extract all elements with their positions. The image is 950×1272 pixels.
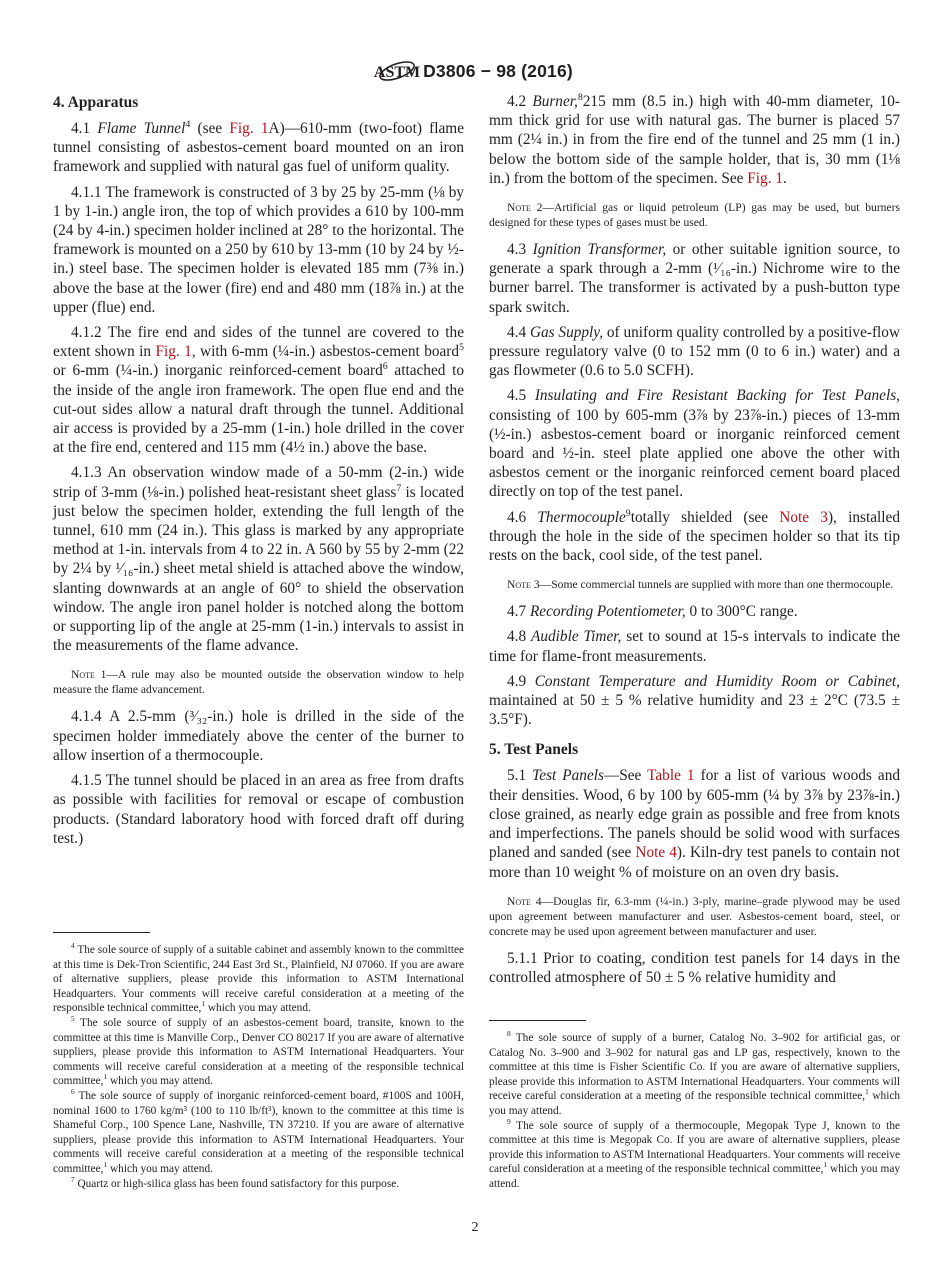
paragraph-4-7 bbox=[489, 602, 900, 621]
note-label: Note 4 bbox=[507, 894, 542, 908]
paragraph-4-1-2 bbox=[53, 323, 464, 457]
footnote-number: 8 bbox=[507, 1029, 511, 1039]
note-text: —Douglas fir, 6.3-mm (¼-in.) 3-ply, marine–grade plywood may be used upon agreement between manufacturer and user. Asbestos-cement board, steel, or concrete may be used upon agreement between manufacturer and user. bbox=[489, 894, 900, 938]
text: set to sound at 15-s intervals to indicate the time for flame-front measurements. bbox=[489, 628, 901, 665]
footnote-7 bbox=[53, 1174, 464, 1192]
footnote-number: 5 bbox=[71, 1014, 75, 1024]
note-text: —Some commercial tunnels are supplied with more than one thermocouple. bbox=[539, 578, 894, 592]
text: 215 mm (8.5 in.) high with 40-mm diameter, 10-mm thick grid for use with natural gas. The burner is placed 57 mm (2¼ in.) in from the fire end of the tunnel and 25 mm (1 in.) below the bottom side of the sample holder, that is, 30 mm (1⅛ in.) from the bottom of the specimen. See bbox=[489, 93, 900, 187]
document-id: D3806 − 98 (2016) bbox=[423, 60, 573, 81]
footnote-ref-9[interactable]: 9 bbox=[625, 507, 631, 519]
svg-text:ASTM: ASTM bbox=[373, 64, 421, 81]
footnote-text: which you may attend. bbox=[107, 1075, 213, 1088]
note-3 bbox=[489, 577, 900, 592]
footnote-text: The sole source of supply of a burner, Catalog No. 3–902 for artificial gas, or Catalog No. 3–900 and 3–902 for natural gas and LP gas, respectively, known to the committee at this time is Fisher Scientific Co. If you are aware of alternative suppliers, please provide this information to ASTM International Headquarters. Your comments will receive careful consideration at a meeting of the responsible technical committee, bbox=[489, 1032, 900, 1103]
table-1-link[interactable]: Table 1 bbox=[647, 767, 695, 785]
clause-number: 4.9 bbox=[507, 672, 535, 690]
section-title-test-panels: 5. Test Panels bbox=[489, 741, 579, 759]
footnote-ref-1: 1 bbox=[823, 1160, 828, 1170]
paragraph-4-8 bbox=[489, 627, 900, 665]
term: Recording Potentiometer, bbox=[529, 603, 686, 621]
fig-1-link[interactable]: Fig. 1 bbox=[747, 169, 783, 187]
footnote-ref-8[interactable]: 8 bbox=[577, 91, 583, 103]
footnote-ref-1: 1 bbox=[201, 999, 206, 1009]
page-header bbox=[0, 56, 950, 86]
text: is located just below the specimen holder, extending the full length of the tunnel, 610 mm (24 in.). This glass is marked by any appropriate method at 1-in. intervals from 4 to 22 in. A 560 by 55 by 2-mm (22 by 2¼ by ¹⁄₁₆-in.) sheet metal shield is attached above the window, slanting downwards at an angle of 60° to shield the observation window. The angle iron panel holder is notched along the bottom or supporting lip of the angle at 25-mm (1-in.) intervals to assist in the measurements of the flame advance. bbox=[53, 483, 464, 655]
clause-number: 5.1 bbox=[507, 767, 533, 785]
right-column bbox=[489, 91, 901, 1190]
footnote-ref-1: 1 bbox=[865, 1087, 869, 1097]
note-4-link[interactable]: Note 4 bbox=[635, 844, 677, 862]
footnote-6 bbox=[53, 1089, 464, 1177]
footnotes-left bbox=[53, 932, 464, 1191]
term: Audible Timer, bbox=[531, 628, 622, 646]
paragraph-4-4 bbox=[489, 323, 900, 381]
footnote-number: 6 bbox=[71, 1087, 75, 1097]
footnote-number: 7 bbox=[71, 1174, 75, 1184]
page-number: 2 bbox=[471, 1220, 479, 1235]
fig-1-link[interactable]: Fig. 1 bbox=[229, 120, 269, 137]
text: ), installed through the hole in the side of the specimen holder so that its tip rests on the back, cool side, of the test panel. bbox=[489, 508, 900, 565]
footnote-number: 9 bbox=[507, 1116, 511, 1126]
footnote-ref-7[interactable]: 7 bbox=[396, 482, 402, 494]
clause-number: 4.2 bbox=[507, 93, 533, 110]
footnote-ref-6[interactable]: 6 bbox=[382, 361, 388, 373]
text: A)—610-mm (two-foot) flame tunnel consisting of asbestos-cement board mounted on an iron framework and supplied with natural gas fuel of uniform quality. bbox=[53, 120, 464, 176]
text: maintained at 50 ± 5 % relative humidity and 23 ± 2°C (73.5 ± 3.5°F). bbox=[489, 692, 900, 729]
note-label: Note 2 bbox=[507, 201, 543, 215]
note-2 bbox=[489, 200, 900, 230]
paragraph-4-3 bbox=[489, 240, 900, 317]
fig-1-link[interactable]: Fig. 1 bbox=[155, 343, 192, 361]
text: 0 to 300°C range. bbox=[685, 603, 798, 621]
astm-logo-icon bbox=[373, 56, 421, 86]
note-4 bbox=[489, 894, 900, 939]
paragraph-4-1-1: 4.1.1 The framework is constructed of 3 by 25 by 25-mm (⅛ by 1 by 1-in.) angle iron, the top of which provides a 610 by 100-mm (24 by 4-in.) specimen holder inclined at 28° to the horizontal. The framework is mounted on a 250 by 610 by 13-mm (10 by 24 by ½-in.) steel base. The specimen holder is elevated 185 mm (7⅜ in.) above the base at the lower (fire) end and 480 mm (18⅞ in.) at the upper (flue) end. bbox=[53, 183, 464, 316]
note-label: Note 1 bbox=[71, 668, 107, 682]
paragraph-4-2 bbox=[489, 92, 900, 188]
paragraph-4-5 bbox=[489, 386, 900, 501]
footnote-number: 4 bbox=[71, 941, 75, 951]
paragraph-4-6 bbox=[489, 508, 900, 566]
paragraph-4-1-3 bbox=[53, 463, 464, 655]
text: or 6-mm (¼-in.) inorganic reinforced-cement board bbox=[53, 362, 383, 380]
clause-number: 4.3 bbox=[507, 241, 533, 259]
paragraph-4-1 bbox=[53, 119, 464, 177]
text: (see bbox=[190, 120, 230, 137]
paragraph-4-1-4: 4.1.4 A 2.5-mm (³⁄₃₂-in.) hole is drilled in the side of the specimen holder immediately above the center of the burner to allow insertion of a thermocouple. bbox=[53, 708, 464, 764]
term: Thermocouple bbox=[537, 508, 626, 526]
footnotes-right bbox=[489, 1020, 900, 1192]
term: Flame Tunnel bbox=[97, 120, 186, 137]
term: Burner, bbox=[532, 93, 578, 110]
footnote-ref-4[interactable]: 4 bbox=[185, 118, 191, 130]
note-text: —A rule may also be mounted outside the observation window to help measure the flame advancement. bbox=[53, 668, 465, 697]
footnote-text: The sole source of supply of a thermocouple, Megopak Type J, known to the committee at this time is Megopak Co. If you are aware of alternative suppliers, please provide this information to ASTM International Headquarters. Your comments will receive careful consideration at a meeting of the responsible technical committee, bbox=[489, 1119, 900, 1176]
text: 4.1.3 An observation window made of a 50-mm (2-in.) wide strip of 3-mm (⅛-in.) polished heat-resistant sheet glass bbox=[53, 464, 464, 501]
note-3-link[interactable]: Note 3 bbox=[779, 508, 828, 526]
footnote-text: The sole source of supply of a suitable cabinet and assembly known to the committee at this time is Dek-Tron Scientific, 244 East 3rd St., Plainfield, NJ 07060. If you are aware of alternative suppliers, please provide this information to ASTM International Headquarters. Your comments will receive careful consideration at a meeting of the responsible technical committee, bbox=[53, 944, 464, 1015]
paragraph-5-1 bbox=[489, 766, 900, 881]
note-label: Note 3 bbox=[507, 578, 540, 592]
clause-number: 4.5 bbox=[507, 387, 535, 405]
clause-number: 4.4 bbox=[507, 323, 530, 341]
clause-number: 4.6 bbox=[507, 508, 538, 526]
footnote-ref-5[interactable]: 5 bbox=[459, 342, 465, 354]
footnote-divider bbox=[53, 932, 150, 933]
text: consisting of 100 by 605-mm (3⅞ by 23⅞-in.) pieces of 13-mm (½-in.) asbestos-cement board or inorganic reinforced cement board and ½-in. steel plate applied one above the other with asbestos cement or the inorganic reinforced cement board placed directly on top of the test panel. bbox=[489, 406, 900, 501]
term: Gas Supply, bbox=[529, 323, 604, 341]
left-column bbox=[53, 92, 465, 1190]
footnote-ref-1: 1 bbox=[103, 1160, 108, 1170]
text: —See bbox=[603, 767, 648, 785]
text: 4.1.2 The fire end and sides of the tunnel are covered to the extent shown in bbox=[53, 324, 464, 361]
term: Ignition Transformer, bbox=[532, 241, 667, 259]
footnote-ref-1: 1 bbox=[103, 1072, 108, 1082]
section-title-apparatus: 4. Apparatus bbox=[53, 94, 139, 111]
paragraph-4-9 bbox=[489, 672, 900, 730]
clause-number: 4.8 bbox=[507, 628, 532, 646]
text: for a list of various woods and their densities. Wood, 6 by 100 by 605-mm (¼ by 3⅞ by 23⅞-in.) close grained, as nearly edge grain as possible and free from knots and imperfections. The panels should be solid wood with surfaces planed and sanded (see bbox=[489, 767, 900, 862]
text: of uniform quality controlled by a positive-flow pressure regulatory valve (0 to 152 mm (0 to 6 in.) water) and a gas flowmeter (0.6 to 5.0 SCFH). bbox=[489, 323, 900, 380]
footnote-text: which you may attend. bbox=[489, 1163, 900, 1190]
term: Test Panels bbox=[532, 767, 604, 785]
footnote-text: Quartz or high-silica glass has been found satisfactory for this purpose. bbox=[74, 1177, 400, 1190]
term: Constant Temperature and Humidity Room or Cabinet, bbox=[534, 672, 900, 690]
clause-number: 4.1 bbox=[71, 120, 98, 137]
footnote-text: which you may attend. bbox=[205, 1002, 311, 1015]
text: attached to the inside of the angle iron framework. The open flue end and the cut-out sides allow a natural draft through the tunnel. Additional air access is provided by a 25-mm (1-in.) hole drilled in the cover at the fire end, centered and 115 mm (4½ in.) above the base. bbox=[53, 362, 464, 457]
footnote-divider bbox=[489, 1020, 586, 1021]
text: . bbox=[783, 169, 787, 187]
footnote-5 bbox=[53, 1016, 464, 1089]
footnote-text: which you may attend. bbox=[489, 1090, 901, 1117]
note-1 bbox=[53, 667, 464, 697]
text: totally shielded (see bbox=[630, 508, 780, 526]
footnote-text: The sole source of supply of inorganic reinforced-cement board, #100S and 100H, nominal 1600 to 1760 kg/m³ (100 to 110 lb/ft³), known to the committee at this time is Shameful Corp., 100 Spence Lane, Nashville, TN 37210. If you are aware of alternative suppliers, please provide this information to ASTM International Headquarters. Your comments will receive careful consideration at a meeting of the responsible technical committee, bbox=[53, 1089, 464, 1175]
footnote-4 bbox=[53, 943, 464, 1016]
term: Insulating and Fire Resistant Backing for Test Panels, bbox=[534, 387, 900, 405]
text: , with 6-mm (¼-in.) asbestos-cement board bbox=[191, 343, 460, 361]
paragraph-5-1-1: 5.1.1 Prior to coating, condition test panels for 14 days in the controlled atmosphere of 50 ± 5 % relative humidity and bbox=[489, 949, 900, 986]
footnote-text: which you may attend. bbox=[107, 1162, 213, 1175]
footnote-text: The sole source of supply of an asbestos-cement board, transite, known to the committee at this time is Manville Corp., Denver CO 80217 If you are aware of alternative suppliers, please provide this information to ASTM International Headquarters. Your comments will receive careful consideration at a meeting of the responsible technical committee, bbox=[53, 1016, 464, 1088]
paragraph-4-1-5: 4.1.5 The tunnel should be placed in an area as free from drafts as possible with facilities for removal or escape of combustion products. (Standard laboratory hood with forced draft off during test.) bbox=[53, 772, 464, 847]
text: ). Kiln-dry test panels to contain not more than 10 weight % of moisture on an oven dry basis. bbox=[489, 844, 900, 881]
text: or other suitable ignition source, to generate a spark through a 2-mm (¹⁄₁₆-in.) Nichrome wire to the burner barrel. The transformer is activated by a push-button type spark switch. bbox=[489, 241, 901, 316]
note-text: —Artificial gas or liquid petroleum (LP) gas may be used, but burners designed for these types of gases must be used. bbox=[489, 201, 901, 230]
footnote-9 bbox=[489, 1116, 900, 1192]
footnote-8 bbox=[489, 1031, 900, 1119]
clause-number: 4.7 bbox=[507, 603, 530, 621]
